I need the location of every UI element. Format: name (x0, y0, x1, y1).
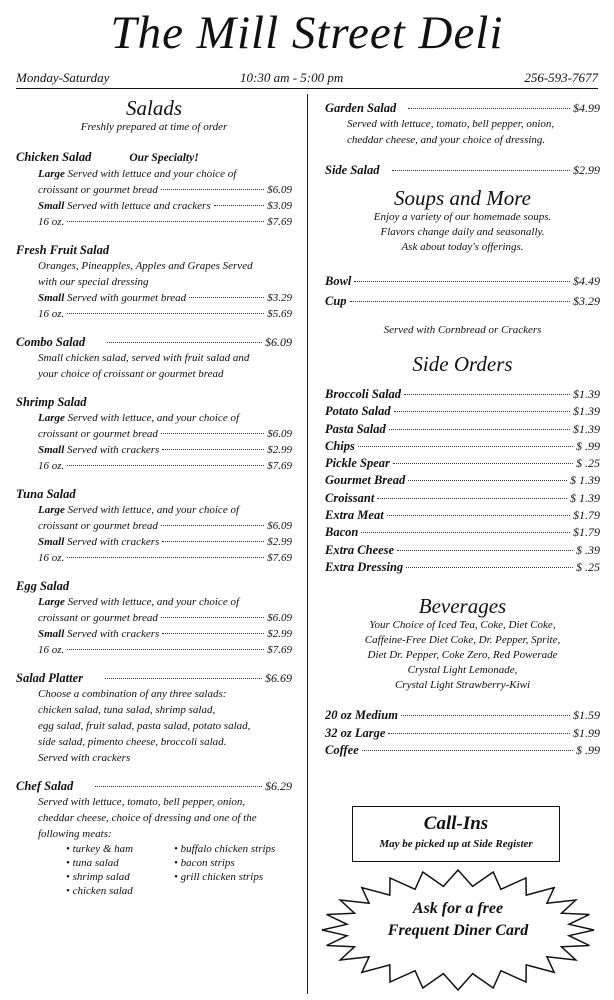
tuna-salad-item (16, 486, 292, 566)
combo-salad-item (16, 334, 292, 382)
garden-salad-item (325, 100, 600, 148)
item-name: Shrimp Salad (16, 395, 87, 409)
side-order-row (325, 403, 600, 420)
item-price: $3.09 (267, 200, 292, 212)
item-desc: Small chicken salad, served with fruit salad and (38, 352, 250, 364)
item-price: $7.69 (267, 460, 292, 472)
beverages-desc: Caffeine-Free Diet Coke, Dr. Pepper, Sprite, (364, 634, 561, 647)
item-price: $ .25 (576, 456, 600, 471)
item-price: $2.99 (267, 444, 292, 456)
item-price: $3.29 (573, 294, 600, 308)
item-desc: Served with lettuce and crackers (67, 200, 211, 212)
item-desc: side salad, pimento cheese, broccoli salad. (38, 736, 227, 748)
item-name: Coffee (325, 742, 359, 757)
size-label: Small (38, 628, 65, 640)
fruit-salad-item (16, 242, 292, 322)
item-name: Side Salad (325, 163, 380, 177)
item-name: Bowl (325, 274, 352, 288)
item-desc: croissant or gourmet bread (38, 520, 158, 532)
item-price: $ .99 (576, 438, 600, 453)
bowl-item (325, 271, 600, 291)
item-desc: Oranges, Pineapples, Apples and Grapes Served (38, 260, 253, 272)
item-desc: croissant or gourmet bread (38, 612, 158, 624)
item-price: $1.39 (573, 404, 600, 419)
side-order-row (325, 455, 600, 472)
beverage-list (325, 707, 600, 759)
beverages-desc: Your Choice of Iced Tea, Coke, Diet Coke, (369, 619, 556, 632)
item-desc: Served with gourmet bread (67, 292, 187, 304)
item-name: Garden Salad (325, 101, 397, 115)
size-label: Small (38, 292, 65, 304)
item-price: $2.99 (267, 536, 292, 548)
item-desc: cheddar cheese, and your choice of dressing. (347, 134, 546, 146)
size-label: Large (38, 412, 65, 424)
soups-desc: Flavors change daily and seasonally. (380, 226, 545, 238)
meat-option: • chicken salad (66, 885, 133, 897)
item-desc: Served with crackers (67, 444, 160, 456)
side-order-row (325, 438, 600, 455)
size-label: Small (38, 536, 65, 548)
size-label: 16 oz. (38, 644, 65, 656)
size-label: 16 oz. (38, 308, 65, 320)
item-desc: following meats: (38, 828, 112, 840)
promo-line: Ask for a free (412, 900, 504, 917)
meat-option: • bacon strips (174, 857, 235, 869)
item-desc: Served with lettuce, and your choice of (67, 412, 240, 424)
size-label: Small (38, 444, 65, 456)
item-price: $6.09 (267, 612, 292, 624)
beverages-heading: Beverages (418, 594, 507, 619)
item-name: Cup (325, 294, 347, 308)
item-desc: Choose a combination of any three salads: (38, 688, 227, 700)
side-order-row (325, 386, 600, 403)
item-price: $1.99 (573, 725, 600, 740)
item-desc: cheddar cheese, choice of dressing and one of the (38, 812, 257, 824)
frequent-diner-promo (319, 898, 597, 942)
side-order-row (325, 507, 600, 524)
shrimp-salad-item (16, 394, 292, 474)
item-name: Fresh Fruit Salad (16, 243, 110, 257)
item-price: $1.59 (573, 708, 600, 723)
item-name: Chips (325, 438, 355, 453)
salads-subtitle: Freshly prepared at time of order (80, 121, 228, 133)
meat-option: • shrimp salad (66, 871, 130, 883)
side-order-row (325, 559, 600, 576)
item-name: Combo Salad (16, 335, 86, 349)
item-price: $ 1.39 (570, 473, 600, 488)
column-divider (307, 94, 308, 994)
item-name: Extra Dressing (325, 559, 404, 574)
item-name: Croissant (325, 490, 375, 505)
item-name: 20 oz Medium (325, 708, 398, 723)
side-orders-list (325, 386, 600, 576)
item-price: $1.79 (573, 508, 600, 523)
meat-option: • grill chicken strips (174, 871, 264, 883)
item-desc: Served with lettuce, and your choice of (67, 504, 240, 516)
item-price: $2.99 (573, 163, 600, 177)
size-label: 16 oz. (38, 552, 65, 564)
item-price: $4.49 (573, 274, 600, 288)
side-order-row (325, 472, 600, 489)
item-price: $1.79 (573, 525, 600, 540)
item-price: $6.09 (267, 184, 292, 196)
beverages-desc: Diet Dr. Pepper, Coke Zero, Red Powerade (367, 649, 558, 662)
item-desc: Served with crackers (67, 536, 160, 548)
item-price: $ .99 (576, 742, 600, 757)
item-name: Salad Platter (16, 671, 84, 685)
size-label: Large (38, 596, 65, 608)
side-orders-heading: Side Orders (412, 352, 513, 376)
item-desc: Served with crackers (67, 628, 160, 640)
item-name: Broccoli Salad (325, 387, 402, 401)
item-desc: Served with crackers (38, 752, 131, 764)
item-name: Gourmet Bread (325, 473, 406, 488)
meat-option: • buffalo chicken strips (174, 843, 276, 855)
item-price: $7.69 (267, 644, 292, 656)
item-desc: your choice of croissant or gourmet bread (38, 368, 224, 380)
side-order-row (325, 421, 600, 438)
item-desc: croissant or gourmet bread (38, 184, 158, 196)
deli-title: The Mill Street Deli (110, 7, 504, 59)
soups-desc: Ask about today's offerings. (401, 241, 524, 253)
item-name: Extra Meat (325, 508, 384, 523)
item-name: Bacon (325, 525, 359, 540)
soups-note: Served with Cornbread or Crackers (383, 324, 542, 336)
item-name: Pasta Salad (325, 421, 386, 436)
header-divider (16, 88, 598, 89)
item-desc: Served with lettuce and your choice of (67, 168, 237, 180)
item-desc: Served with lettuce, tomato, bell pepper, onion, (347, 118, 555, 130)
beverage-row (325, 725, 600, 742)
item-price: $1.39 (573, 387, 600, 401)
item-price: $6.09 (267, 520, 292, 532)
side-order-row (325, 524, 600, 541)
item-price: $3.29 (267, 292, 292, 304)
size-label: 16 oz. (38, 460, 65, 472)
specialty-tag: Our Specialty! (129, 152, 199, 164)
item-name: Chef Salad (16, 779, 74, 793)
meat-option: • tuna salad (66, 857, 119, 869)
item-price: $6.29 (265, 779, 292, 793)
days-text: Monday-Saturday (16, 70, 110, 85)
item-name: Pickle Spear (325, 456, 390, 471)
item-price: $2.99 (267, 628, 292, 640)
soups-heading: Soups and More (394, 186, 531, 210)
salads-column (16, 96, 292, 898)
side-order-row (325, 542, 600, 559)
chicken-salad-item (16, 149, 292, 230)
promo-line: Frequent Diner Card (387, 922, 529, 939)
item-name: Chicken Salad (16, 150, 92, 164)
size-label: Large (38, 504, 65, 516)
item-name: Potato Salad (325, 404, 391, 419)
item-name: 32 oz Large (325, 725, 386, 740)
item-name: Extra Cheese (325, 542, 395, 557)
item-price: $7.69 (267, 216, 292, 228)
cup-item (325, 291, 600, 311)
size-label: 16 oz. (38, 216, 65, 228)
item-price: $ .39 (576, 542, 600, 557)
chef-meats-list (16, 842, 292, 898)
salads-heading: Salads (125, 96, 182, 120)
item-price: $6.09 (267, 428, 292, 440)
chef-salad-item (16, 778, 292, 898)
beverage-row (325, 707, 600, 724)
meat-option: • turkey & ham (66, 843, 134, 855)
item-name: Egg Salad (16, 579, 70, 593)
item-price: $5.69 (267, 308, 292, 320)
soups-desc: Enjoy a variety of our homemade soups. (373, 211, 552, 223)
item-desc: chicken salad, tuna salad, shrimp salad, (38, 704, 216, 716)
size-label: Small (38, 200, 65, 212)
egg-salad-item (16, 578, 292, 658)
beverages-desc: Crystal Light Lemonade, (407, 664, 518, 677)
item-price: $4.99 (573, 101, 600, 115)
beverage-row (325, 742, 600, 759)
side-salad-item (325, 162, 600, 178)
item-desc: with our special dressing (38, 276, 149, 288)
call-ins-title: Call-Ins (423, 813, 489, 834)
item-desc: Served with lettuce, tomato, bell pepper, onion, (38, 796, 246, 808)
hours-text: 10:30 am - 5:00 pm (240, 70, 344, 85)
side-order-row (325, 490, 600, 507)
phone-text: 256-593-7677 (524, 70, 598, 85)
item-price: $ 1.39 (570, 490, 600, 505)
size-label: Large (38, 168, 65, 180)
right-column (325, 100, 600, 759)
call-ins-box (352, 806, 560, 862)
item-desc: egg salad, fruit salad, pasta salad, potato salad, (38, 720, 251, 732)
item-price: $ .25 (576, 559, 600, 574)
item-price: $7.69 (267, 552, 292, 564)
item-name: Tuna Salad (16, 487, 76, 501)
item-price: $6.69 (265, 671, 292, 685)
item-price: $6.09 (265, 335, 292, 349)
item-price: $1.39 (573, 421, 600, 436)
item-desc: Served with lettuce, and your choice of (67, 596, 240, 608)
item-desc: croissant or gourmet bread (38, 428, 158, 440)
call-ins-subtitle: May be picked up at Side Register (379, 838, 533, 850)
salad-platter-item (16, 670, 292, 766)
beverages-desc: Crystal Light Strawberry-Kiwi (394, 679, 531, 692)
